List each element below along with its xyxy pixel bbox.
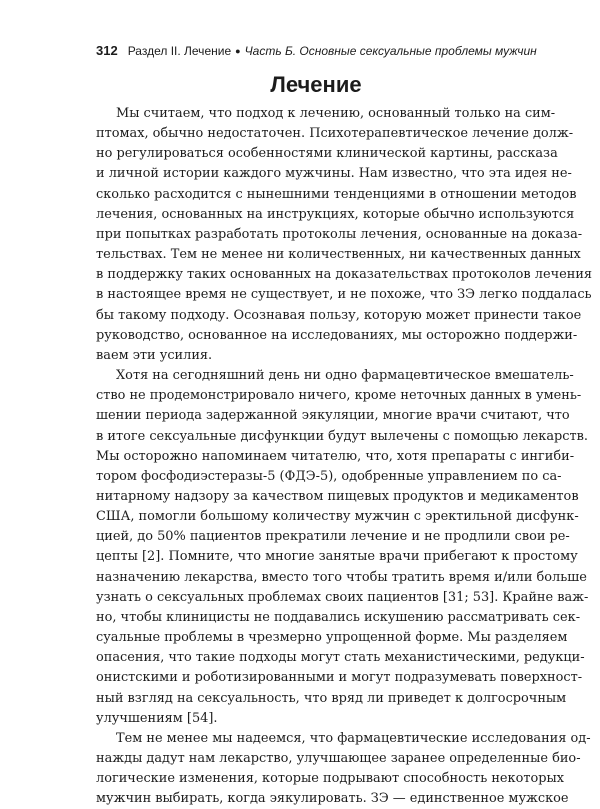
text-line: сколько расходится с нынешними тенденциями в отношении методов [96, 186, 577, 202]
text-line: тором фосфодиэстеразы-5 (ФДЭ-5), одобренные управлением по са- [96, 468, 562, 484]
text-line: в итоге сексуальные дисфункции будут вылечены с помощью лекарств. [96, 428, 588, 444]
text-line: руководство, основанное на исследованиях, мы осторожно поддержи- [96, 327, 578, 343]
body-text [96, 104, 593, 809]
section-heading: Лечение [270, 72, 362, 97]
section-label: Раздел II. Лечение [127, 44, 232, 58]
text-line: но регулироваться особенностями клинической картины, рассказа [96, 146, 558, 162]
running-head [96, 43, 536, 58]
text-line: цепты [2]. Помните, что многие занятые врачи прибегают к простому [96, 549, 578, 565]
text-line: Хотя на сегодняшний день ни одно фармацевтическое вмешатель- [116, 368, 574, 384]
text-line: онистскими и роботизированными и могут подразумевать поверхност- [96, 670, 583, 686]
text-line: ваем эти усилия. [96, 347, 213, 363]
paragraph [96, 366, 589, 729]
text-line: но, чтобы клиницисты не поддавались искушению рассматривать сек- [96, 609, 581, 625]
text-line: ство не продемонстрировало ничего, кроме неточных данных в умень- [96, 388, 582, 404]
text-line: нитарному надзору за качеством пищевых продуктов и медикаментов [96, 488, 579, 504]
text-line: суальные проблемы в чрезмерно упрощенной форме. Мы разделяем [96, 630, 568, 646]
text-line: в настоящее время не существует, и не похоже, что ЗЭ легко поддалась [96, 287, 592, 303]
text-line: ный взгляд на сексуальность, что вряд ли приведет к долгосрочным [96, 690, 567, 706]
part-label: Часть Б. Основные сексуальные проблемы мужчин [244, 44, 537, 58]
text-line: шении периода задержанной эякуляции, многие врачи считают, что [96, 408, 570, 424]
text-line: лечения, основанных на инструкциях, которые обычно используются [96, 206, 575, 222]
text-line: при попытках разработать протоколы лечения, основанные на доказа- [96, 226, 583, 242]
text-line: США, помогли большому количеству мужчин с эректильной дисфунк- [96, 509, 579, 525]
text-line: Тем не менее мы надеемся, что фармацевтические исследования од- [116, 730, 591, 746]
text-line: улучшениям [54]. [96, 710, 218, 726]
text-line: бы такому подходу. Осознавая пользу, которую может принести такое [96, 307, 582, 323]
text-line: мужчин выбирать, когда эякулировать. ЗЭ — единственное мужское [96, 791, 569, 807]
text-line: логические изменения, которые подрывают способность некоторых [96, 771, 565, 787]
paragraph [96, 104, 593, 366]
text-line: узнать о сексуальных проблемах своих пациентов [31; 53]. Крайне важ- [96, 589, 589, 605]
page-number: 312 [96, 43, 118, 58]
text-line: птомах, обычно недостаточен. Психотерапевтическое лечение долж- [96, 126, 574, 142]
text-line: тельствах. Тем не менее ни количественных, ни качественных данных [96, 247, 581, 263]
text-line: Мы считаем, что подход к лечению, основанный только на сим- [116, 106, 556, 121]
text-line: цией, до 50% пациентов прекратили лечение и не продлили свои ре- [96, 529, 570, 545]
text-line: в поддержку таких основанных на доказательствах протоколов лечения [96, 267, 593, 283]
text-line: опасения, что такие подходы могут стать механистическими, редукци- [96, 650, 585, 666]
text-line: и личной истории каждого мужчины. Нам известно, что эта идея не- [96, 166, 572, 182]
text-line: нажды дадут нам лекарство, улучшающее заранее определенные био- [96, 751, 581, 766]
text-line: Мы осторожно напоминаем читателю, что, хотя препараты с ингиби- [96, 448, 575, 464]
paragraph [96, 729, 591, 809]
bullet-icon: ● [235, 46, 241, 56]
text-line: назначению лекарства, вместо того чтобы тратить время и/или больше [96, 569, 587, 585]
